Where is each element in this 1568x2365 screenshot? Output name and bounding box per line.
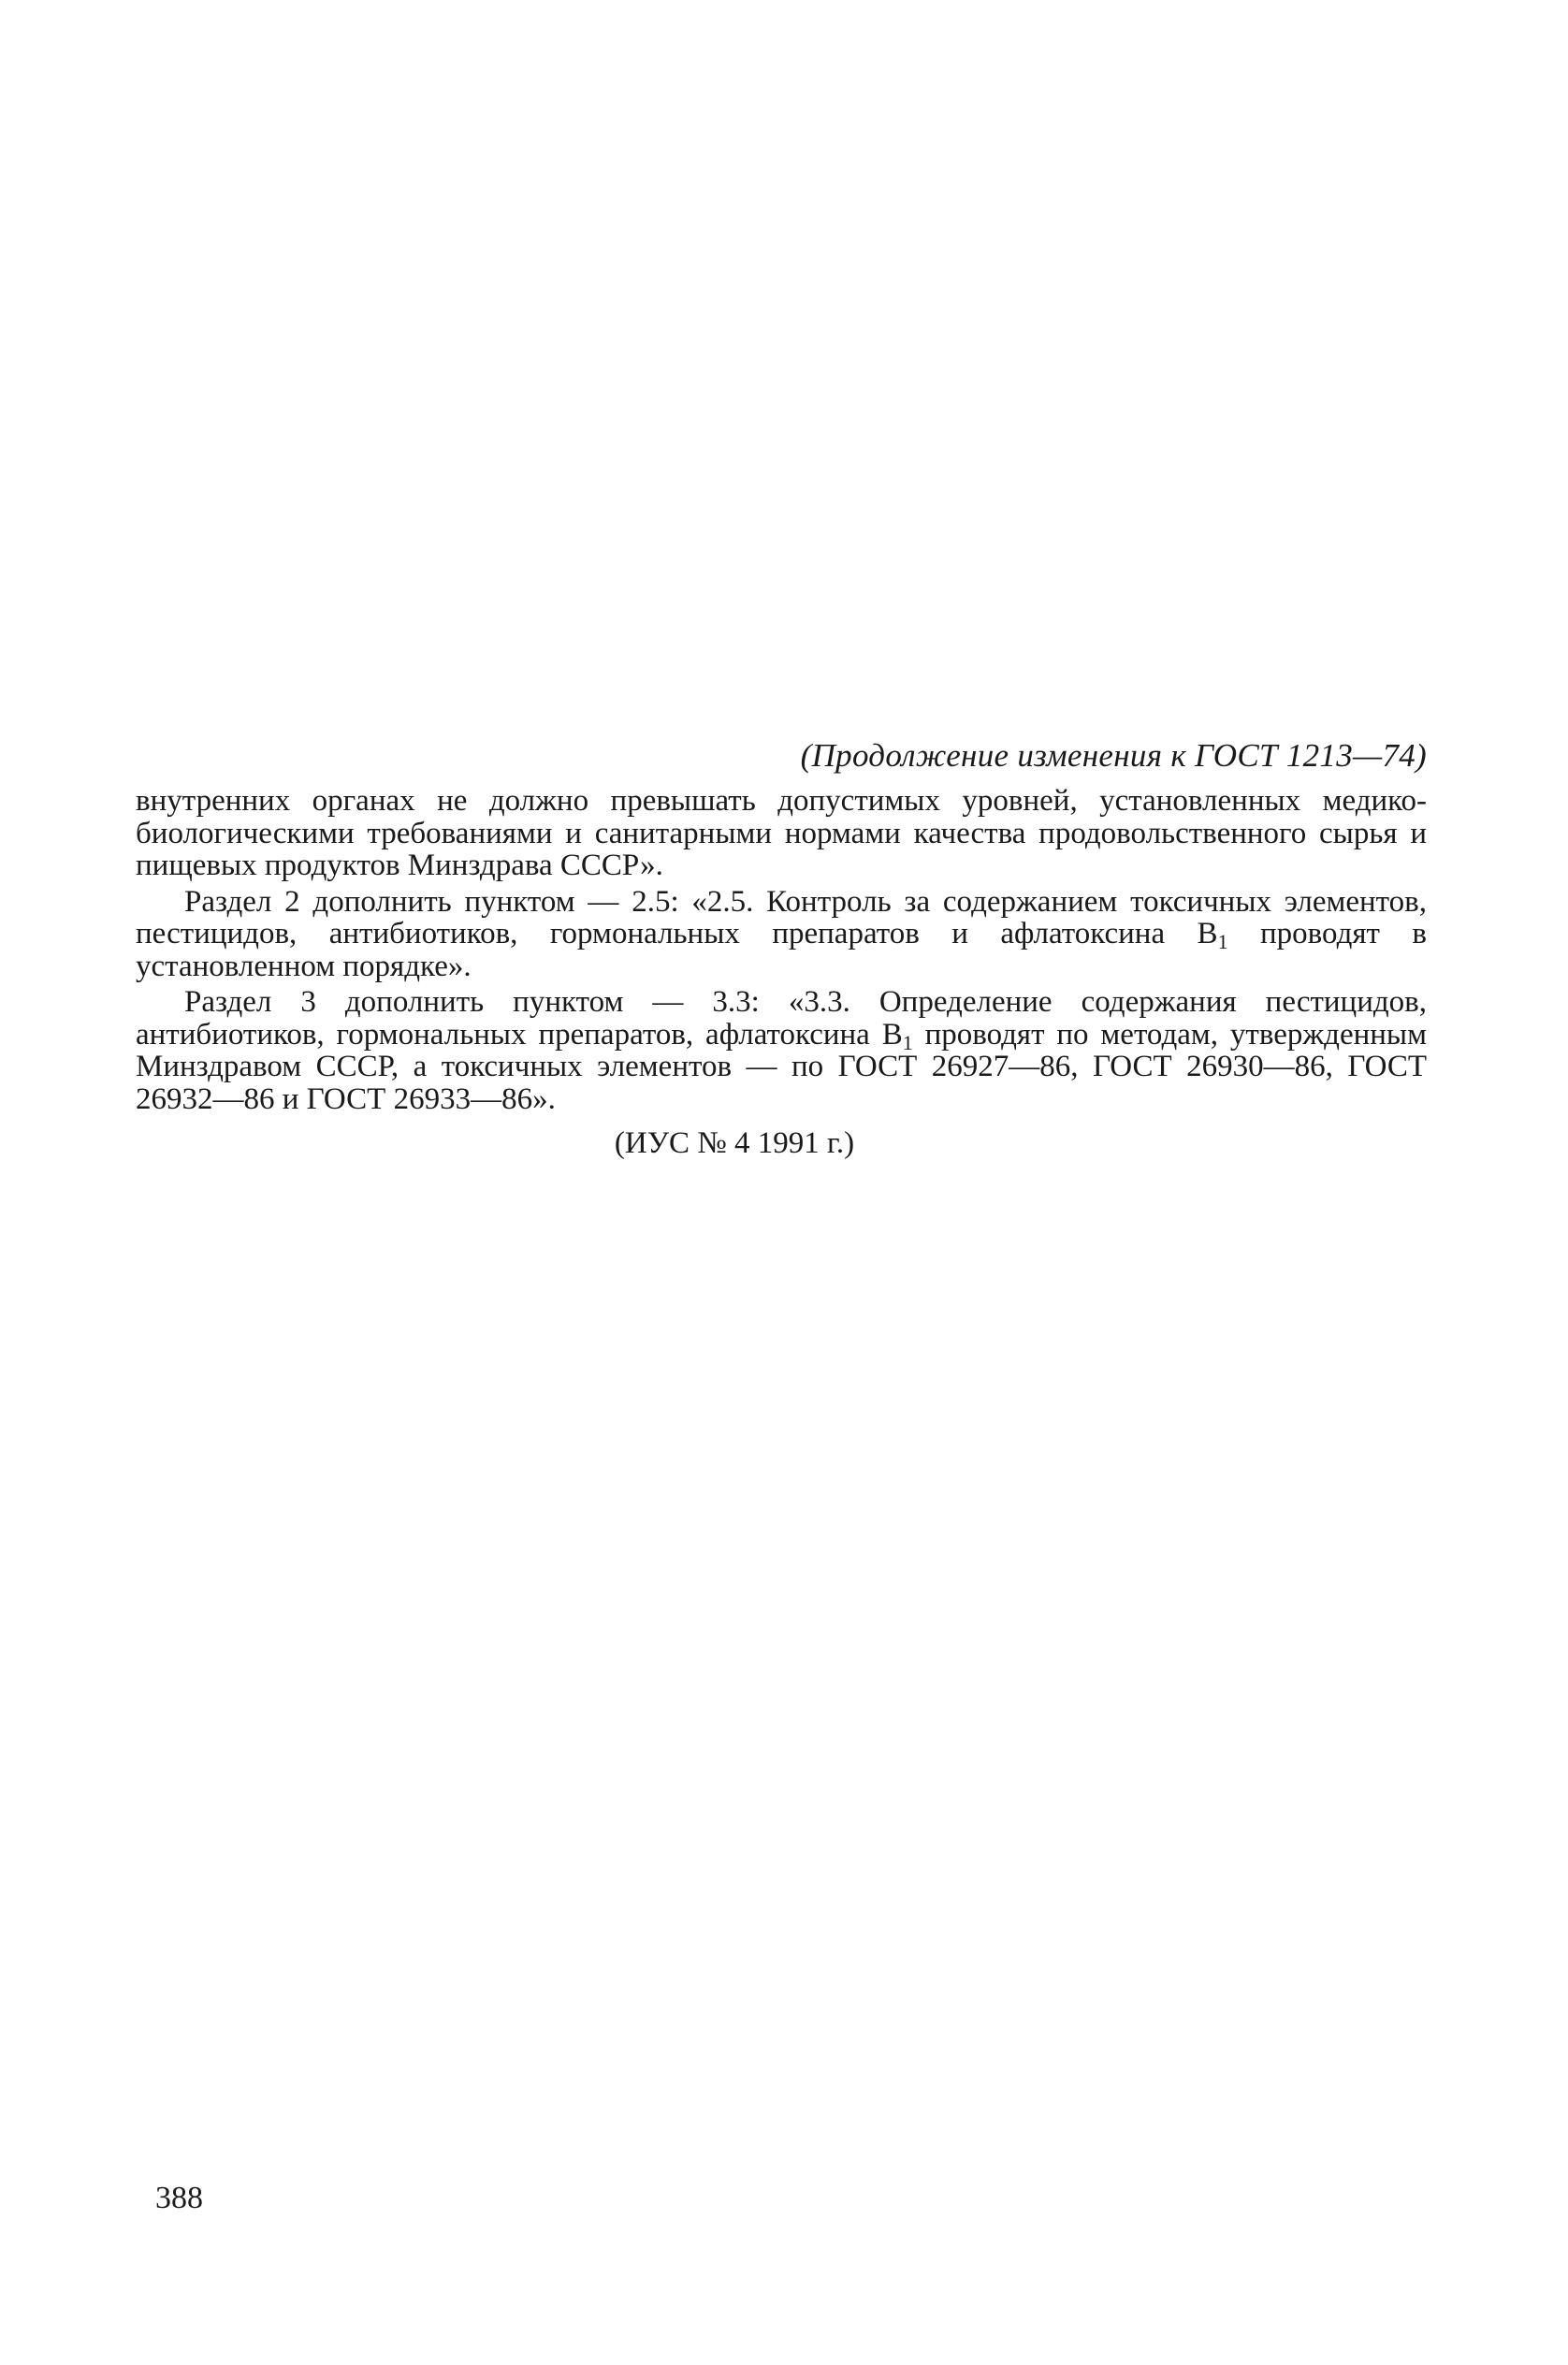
subscript-1: 1 <box>1217 930 1228 953</box>
paragraph-section-2-tail: проводят в установленном порядке». <box>136 917 1427 983</box>
paragraph-section-2 <box>136 886 1427 983</box>
paragraph-section-3-text: Раздел 3 дополнить пунктом — 3.3: «3.3. Определение содержания пестицидов, антибиотиков, гормональных препаратов, афлатоксина B <box>136 985 1427 1052</box>
ius-reference: (ИУС № 4 1991 г.) <box>614 1126 855 1160</box>
continuation-header: (Продолжение изменения к ГОСТ 1213—74) <box>800 737 1427 774</box>
paragraph-section-2-text: Раздел 2 дополнить пунктом — 2.5: «2.5. Контроль за содержанием токсичных элементов, пестицидов, антибиотиков, гормональных препаратов и афлатоксина B <box>136 884 1427 950</box>
paragraph-section-3-tail: проводят по методам, утвержденным Минздравом СССР, а токсичных элементов — по ГОСТ 26927—86, ГОСТ 26930—86, ГОСТ 26932—86 и ГОСТ 26933—86». <box>136 1017 1427 1116</box>
text-block <box>136 734 1427 1162</box>
paragraph-1: внутренних органах не должно превышать допустимых уровней, установленных медико-биологическими требованиями и санитарными нормами качества продовольственного сырья и пищевых продуктов Минздрава СССР». <box>136 784 1427 882</box>
paragraph-section-3 <box>136 986 1427 1115</box>
subscript-1: 1 <box>902 1030 913 1054</box>
page-number: 388 <box>155 2181 203 2215</box>
